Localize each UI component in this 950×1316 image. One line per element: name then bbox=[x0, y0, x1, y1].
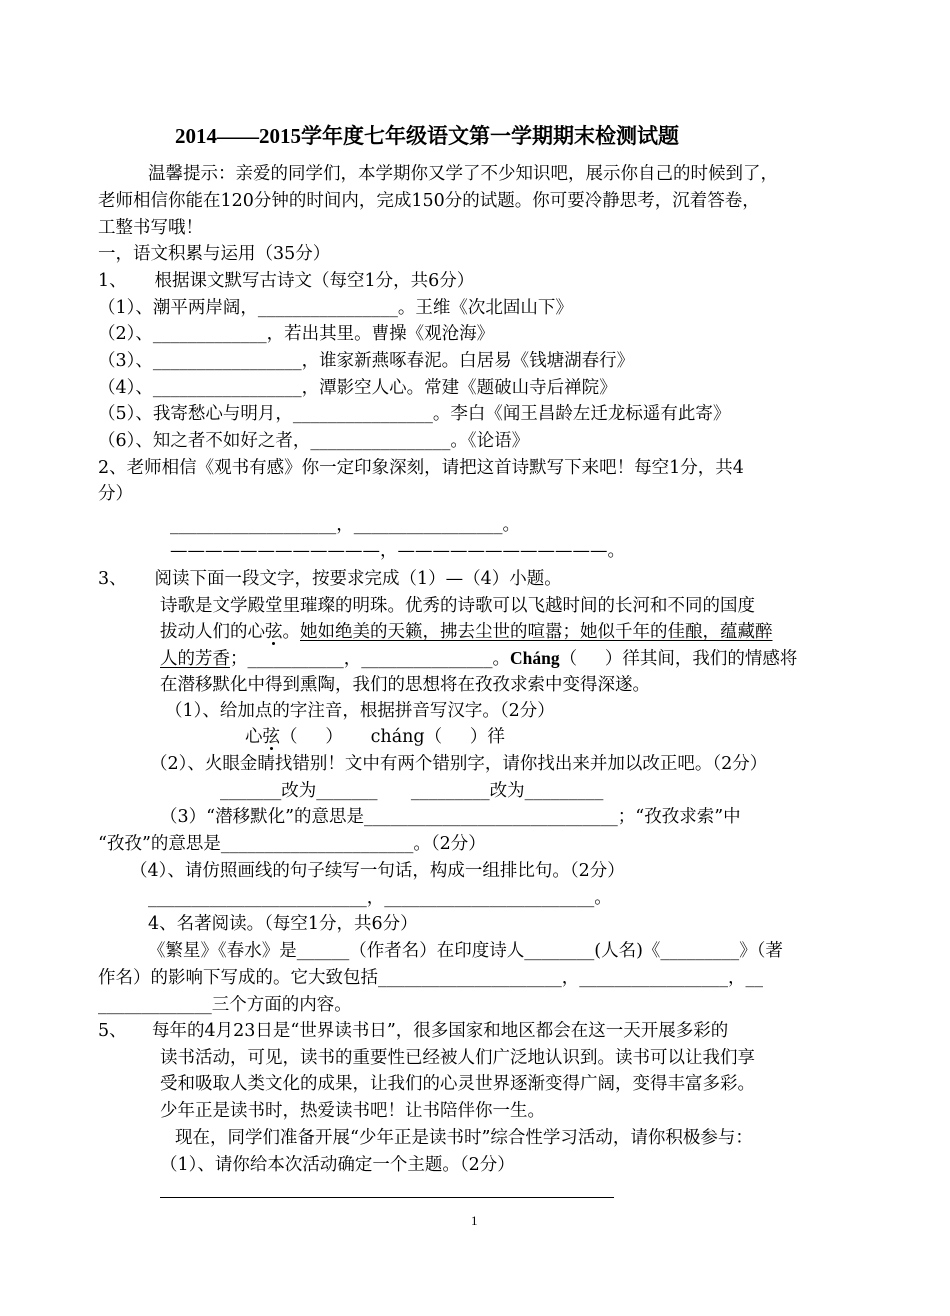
q3-sub-2: （2）、火眼金睛找错别！文中有两个错别字，请你找出来并加以改正吧。（2分） bbox=[150, 754, 768, 774]
q4-line-2: 作名）的影响下写成的。它大致包括_____________________，_________________，__ bbox=[98, 968, 763, 988]
q1-item-1: （1）、潮平两岸阔，________________。王维《次北固山下》 bbox=[98, 298, 573, 318]
passage-text: 拔动人们的心 bbox=[160, 622, 265, 642]
fill-text: 心 bbox=[245, 727, 263, 747]
q3-sub-2-fill: _______改为_______ _________改为_________ bbox=[220, 781, 604, 801]
section-heading: 一，语文积累与运用（35分） bbox=[98, 244, 331, 264]
q3-passage-line-2 bbox=[160, 619, 773, 645]
q1-heading: 1、 根据课文默写古诗文（每空1分，共6分） bbox=[98, 271, 475, 291]
q3-sub-1: （1）、给加点的字注音，根据拼音写汉字。（2分） bbox=[165, 701, 555, 721]
page-number: 1 bbox=[471, 1213, 478, 1228]
q2-heading-line-1: 2、老师相信《观书有感》你一定印象深刻，请把这首诗默写下来吧！每空1分，共4 bbox=[98, 458, 744, 478]
passage-text: 。 bbox=[282, 622, 300, 642]
q5-line-2: 读书活动，可见，读书的重要性已经被人们广泛地认识到。读书可以让我们享 bbox=[160, 1048, 755, 1068]
q3-sub-4: （4）、请仿照画线的句子续写一句话，构成一组排比句。（2分） bbox=[130, 861, 625, 881]
q2-blank-2: ————————————，————————————。 bbox=[170, 541, 625, 561]
dotted-character: 弦 bbox=[262, 727, 280, 747]
q1-item-4: （4）、_________________，潭影空人心。常建《题破山寺后禅院》 bbox=[98, 378, 617, 398]
q3-sub-3-line-2: “孜孜”的意思是______________________。（2分） bbox=[98, 834, 486, 854]
q3-sub-1-fill bbox=[245, 724, 505, 750]
passage-text: （ ）徉其间，我们的情感将 bbox=[559, 649, 798, 669]
q3-sub-4-fill: _________________________，________________________。 bbox=[148, 888, 612, 908]
intro-line-3: 工整书写哦！ bbox=[98, 218, 203, 238]
q3-heading: 3、 阅读下面一段文字，按要求完成（1）—（4）小题。 bbox=[98, 569, 562, 589]
fill-text: （ ） cháng（ ）徉 bbox=[280, 727, 505, 747]
q3-passage-line-3 bbox=[160, 645, 797, 672]
q2-heading-line-2: 分） bbox=[98, 484, 133, 504]
q5-activity: 现在，同学们准备开展“少年正是读书时”综合性学习活动，请你积极参与： bbox=[175, 1128, 753, 1148]
q1-item-2: （2）、_____________，若出其里。曹操《观沧海》 bbox=[98, 324, 495, 344]
q5-sub-1: （1）、请你给本次活动确定一个主题。（2分） bbox=[160, 1155, 515, 1175]
pinyin-bold: Cháng bbox=[510, 648, 560, 668]
q5-line-1: 每年的4月23日是“世界读书日”，很多国家和地区都会在这一天开展多彩的 bbox=[152, 1021, 729, 1041]
answer-line bbox=[160, 1197, 614, 1198]
q5-line-4: 少年正是读书时，热爱读书吧！让书陪伴你一生。 bbox=[160, 1101, 545, 1121]
q4-heading: 4、名著阅读。（每空1分，共6分） bbox=[148, 914, 418, 934]
q4-line-3: _____________三个方面的内容。 bbox=[98, 995, 352, 1015]
underlined-sentence: 人的芳香 bbox=[160, 649, 230, 669]
dotted-character: 弦 bbox=[265, 622, 283, 642]
page-title: 2014——2015学年度七年级语文第一学期期末检测试题 bbox=[175, 124, 679, 148]
q2-blank-1: ___________________，_________________。 bbox=[170, 515, 520, 535]
q1-item-6: （6）、知之者不如好之者，________________。《论语》 bbox=[98, 431, 530, 451]
passage-text: ；___________，_______________。 bbox=[230, 649, 510, 669]
intro-line-1: 温馨提示：亲爱的同学们，本学期你又学了不少知识吧，展示你自己的时候到了， bbox=[148, 164, 778, 184]
q3-passage-line-4: 在潜移默化中得到熏陶，我们的思想将在孜孜求索中变得深遂。 bbox=[160, 675, 650, 695]
intro-line-2: 老师相信你能在120分钟的时间内，完成150分的试题。你可要冷静思考，沉着答卷， bbox=[98, 191, 760, 211]
underlined-sentence: 她如绝美的天籁，拂去尘世的喧嚣；她似千年的佳酿，蕴藏醉 bbox=[300, 622, 773, 642]
q3-passage-line-1: 诗歌是文学殿堂里璀璨的明珠。优秀的诗歌可以飞越时间的长河和不同的国度 bbox=[160, 596, 755, 616]
q1-item-3: （3）、_________________，谁家新燕啄春泥。白居易《钱塘湖春行》 bbox=[98, 351, 635, 371]
q4-line-1: 《繁星》《春水》是______（作者名）在印度诗人________(人名)《_________》（著 bbox=[148, 941, 783, 961]
q5-line-3: 受和吸取人类文化的成果，让我们的心灵世界逐渐变得广阔，变得丰富多彩。 bbox=[160, 1074, 755, 1094]
q5-number: 5、 bbox=[98, 1021, 127, 1041]
q1-item-5: （5）、我寄愁心与明月，________________。李白《闻王昌龄左迁龙标遥有此寄》 bbox=[98, 404, 731, 424]
q3-sub-3: （3）“潜移默化”的意思是_____________________________；“孜孜求索”中 bbox=[160, 807, 741, 827]
